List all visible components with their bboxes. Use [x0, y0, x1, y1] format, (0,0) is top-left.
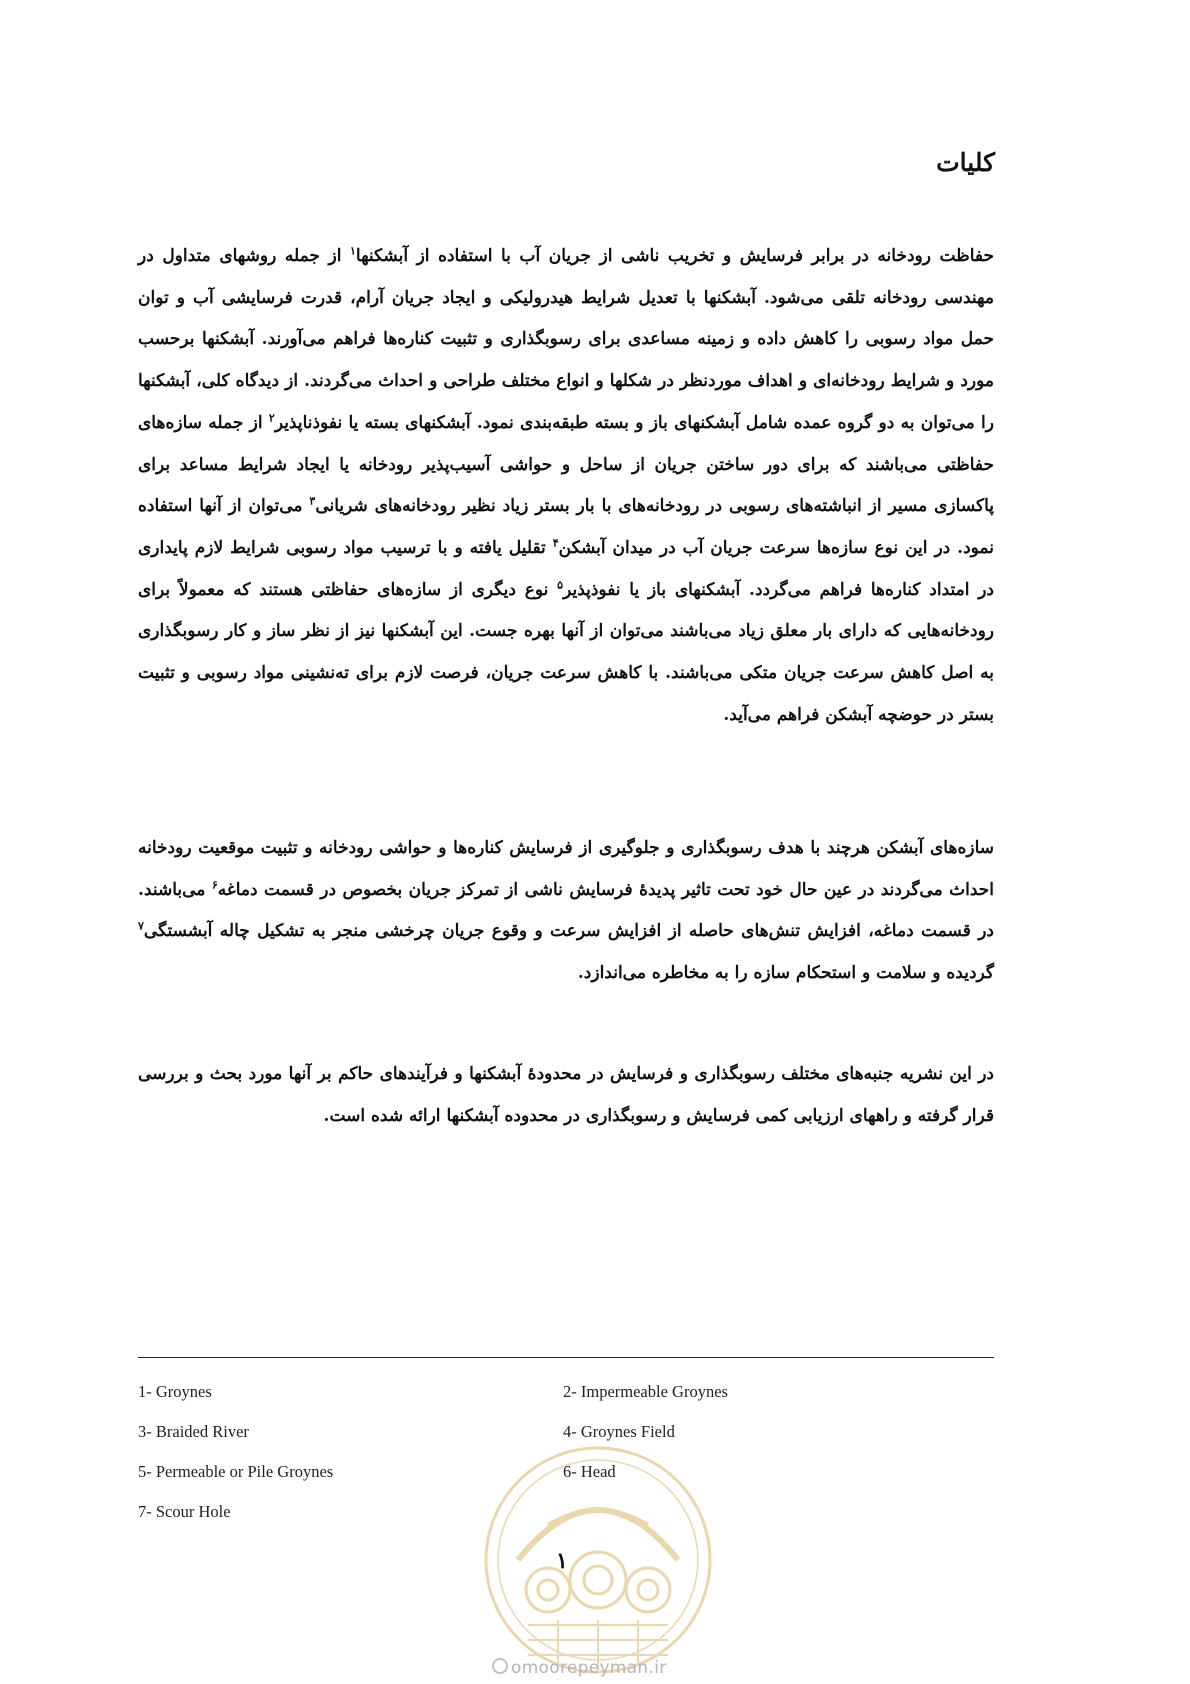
footnote-4: 4- Groynes Field — [563, 1422, 675, 1441]
watermark-url — [492, 1658, 667, 1678]
globe-icon — [492, 1658, 508, 1674]
footnote-5: 5- Permeable or Pile Groynes — [138, 1462, 334, 1481]
footnote-2: 2- Impermeable Groynes — [563, 1382, 728, 1401]
paragraph-3-text: در این نشریه جنبه‌های مختلف رسوبگذاری و فرسایش در محدودهٔ آبشکنها و فرآیندهای حاکم بر آنها مورد بحث و بررسی قرار گرفته و راههای ارزیابی کمی فرسایش و رسوبگذاری در محدوده آبشکنها ارائه شده است. — [138, 1064, 994, 1126]
footnote-ref-3: ۳ — [309, 494, 316, 508]
paragraph-2-text: می‌باشند. در قسمت دماغه، افزایش تنش‌های حاصله از افزایش سرعت و وقوع جریان چرخشی منجر به تشکیل چاله آبشستگی — [138, 879, 994, 942]
footnote-ref-5: ۵ — [557, 577, 564, 591]
footnote-separator — [138, 1357, 994, 1358]
footnote-1: 1- Groynes — [138, 1382, 212, 1401]
paragraph-1-text: از جمله روشهای متداول در مهندسی رودخانه تلقی می‌شود. آبشکنها با تعدیل شرایط هیدرولیکی و ایجاد جریان آرام، قدرت فرسایشی آب و توان حمل مواد رسوبی را کاهش داده و زمینه مساعدی برای رسوبگذاری و تثبیت کناره‌ها فراهم می‌آورند. آبشکنها برحسب مورد و شرایط رودخانه‌ای و اهداف موردنظر در شکلها و انواع مختلف طراحی و احداث می‌گردند. از دیدگاه کلی، آبشکنها را می‌توان به دو گروه عمده شامل آبشکنهای باز و بسته طبقه‌بندی نمود. آبشکنهای بسته یا نفوذناپذیر — [138, 246, 994, 433]
footnote-ref-7: ۷ — [138, 919, 144, 933]
watermark-url-text: omoorepeyman.ir — [511, 1658, 667, 1678]
footnote-7: 7- Scour Hole — [138, 1502, 231, 1521]
paragraph-1-text: می‌توان از آنها استفاده نمود. در این نوع سازه‌ها سرعت جریان آب در میدان آبشکن — [138, 496, 994, 558]
paragraph-1-text: از جمله سازه‌های حفاظتی می‌باشند که برای دور ساختن جریان از ساحل و حواشی آسیب‌پذیر رودخانه یا ایجاد شرایط مساعد برای پاکسازی مسیر از انباشته‌های رسوبی در رودخانه‌های با بار بستر زیاد نظیر رودخانه‌های شریانی — [138, 412, 994, 517]
footnote-ref-6: ۶ — [211, 878, 218, 892]
paragraph-3 — [138, 1054, 994, 1137]
footnote-ref-1: ۱ — [349, 244, 356, 258]
page-number: ۱ — [556, 1548, 568, 1574]
paragraph-1-text: نوع دیگری از سازه‌های حفاظتی هستند که معمولاً برای رودخانه‌هایی که دارای بار معلق زیاد می‌باشند می‌توان از آنها بهره جست. این آبشکنها نیز از نظر ساز و کار رسوبگذاری به اصل کاهش سرعت جریان متکی می‌باشند. با کاهش سرعت جریان، فرصت لازم برای ته‌نشینی مواد رسوبی و تثبیت بستر در حوضچه آبشکن فراهم می‌آید. — [138, 579, 994, 725]
paragraph-2-text: سازه‌های آبشکن هرچند با هدف رسوبگذاری و جلوگیری از فرسایش کناره‌ها و حواشی رودخانه و تثبیت موقعیت رودخانه احداث می‌گردند در عین حال خود تحت تاثیر پدیدهٔ فرسایش ناشی از تمرکز جریان بخصوص در قسمت دماغه — [138, 838, 994, 900]
footnote-3: 3- Braided River — [138, 1422, 249, 1441]
paragraph-1-text: حفاظت رودخانه در برابر فرسایش و تخریب ناشی از جریان آب با استفاده از آبشکنها — [355, 246, 995, 266]
paragraph-2 — [138, 828, 994, 995]
footnote-6: 6- Head — [563, 1462, 616, 1481]
footnote-ref-2: ۲ — [268, 411, 275, 425]
paragraph-2-text: گردیده و سلامت و استحکام سازه را به مخاطره می‌اندازد. — [577, 963, 994, 984]
paragraph-1-text: تقلیل یافته و با ترسیب مواد رسوبی شرایط لازم پایداری در امتداد کناره‌ها فراهم می‌گردد. آبشکنهای باز یا نفوذپذیر — [138, 537, 994, 600]
paragraph-1 — [138, 236, 994, 736]
footnote-ref-4: ۴ — [552, 536, 559, 550]
section-heading: کلیات — [936, 148, 995, 177]
